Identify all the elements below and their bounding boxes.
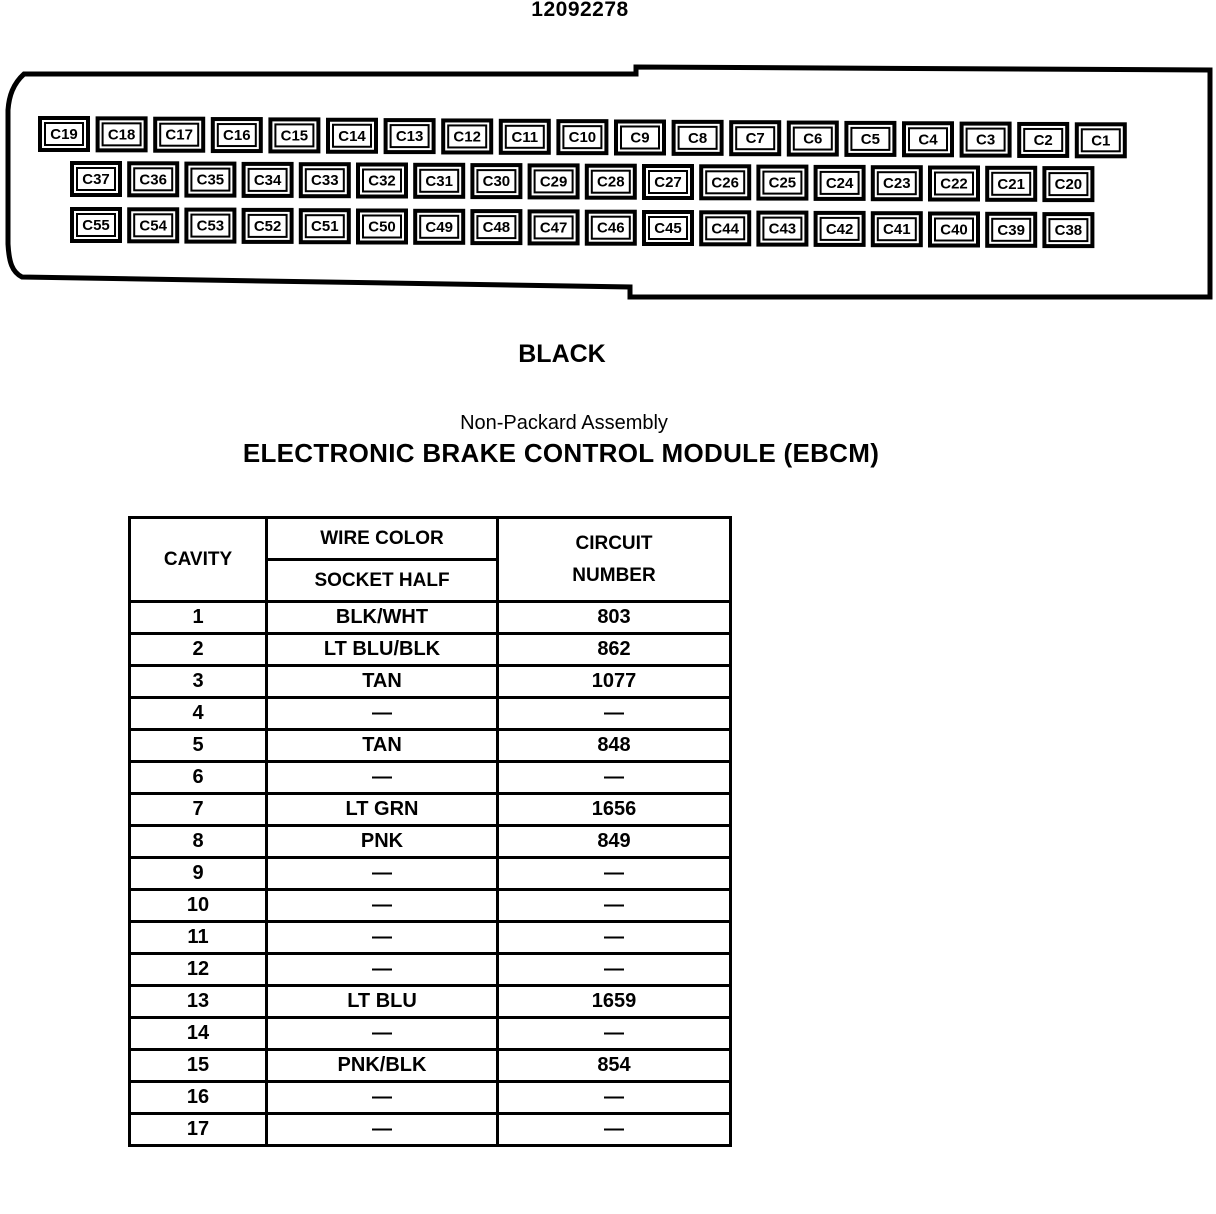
cavity-cell: 7 [130,794,267,826]
cavity-c11 [501,121,549,153]
cavity-cell: 12 [130,954,267,986]
cavity-c22 [930,168,978,200]
cavity-c30 [472,165,520,197]
cavity-cell: 9 [130,858,267,890]
cavity-label: C17 [165,126,193,144]
cavity-c35 [186,164,234,196]
cavity-c10 [558,121,606,153]
cavity-cell: 6 [130,762,267,794]
wire-color-cell: — [267,1082,498,1114]
circuit-number-cell: 862 [498,634,731,666]
table-row [130,1114,731,1146]
cavity-c41 [873,213,921,245]
cavity-label: C23 [883,175,911,193]
cavity-c39 [987,214,1035,246]
cavity-label: C20 [1054,176,1083,194]
cavity-cell: 2 [130,634,267,666]
cavity-c13 [386,120,434,152]
cavity-label: C48 [482,219,511,237]
table-row [130,602,731,634]
cavity-cell: 17 [130,1114,267,1146]
table-row [130,698,731,730]
circuit-number-cell: — [498,890,731,922]
cavity-label: C1 [1091,132,1111,150]
connector-face-diagram [0,0,1216,310]
wire-color-cell: TAN [267,730,498,762]
cavity-c34 [244,164,292,196]
cavity-label: C10 [568,129,597,147]
circuit-number-cell: — [498,1114,731,1146]
wire-color-cell: — [267,954,498,986]
cavity-c52 [244,210,292,242]
cavity-c20 [1044,168,1092,200]
table-row [130,730,731,762]
cavity-label: C21 [997,175,1025,193]
assembly-title: ELECTRONIC BRAKE CONTROL MODULE (EBCM) [242,438,880,468]
circuit-number-cell: — [498,1082,731,1114]
cavity-label: C2 [1033,131,1053,149]
cavity-c51 [301,210,349,242]
cavity-c31 [415,165,463,197]
cavity-c15 [270,119,318,151]
cavity-label: C43 [768,220,797,238]
circuit-number-cell: 849 [498,826,731,858]
cavity-cell: 10 [130,890,267,922]
pinout-rows [130,602,731,1146]
wire-color-cell: PNK [267,826,498,858]
cavity-c12 [443,120,491,152]
table-row [130,1018,731,1050]
wire-color-cell: — [267,698,498,730]
cavity-c17 [155,119,203,151]
part-number: 12092278 [531,0,629,21]
cavity-c21 [987,168,1035,200]
cavity-label: C30 [482,173,511,191]
cavity-label: C53 [196,217,225,235]
wire-color-cell: PNK/BLK [267,1050,498,1082]
cavity-cell: 15 [130,1050,267,1082]
cavity-c38 [1044,214,1092,246]
cavity-c26 [701,166,749,198]
circuit-header-line2: NUMBER [572,564,656,586]
cavity-label: C36 [139,171,167,189]
cavity-label: C25 [768,174,797,192]
cavity-label: C33 [311,172,339,190]
cavity-c49 [415,211,463,243]
wire-color-cell: — [267,858,498,890]
wire-color-cell: TAN [267,666,498,698]
table-row [130,922,731,954]
cavity-c37 [72,163,120,195]
cavity-c28 [587,166,635,198]
connector-cavities [40,118,1125,246]
table-row [130,794,731,826]
cavity-label: C38 [1054,222,1083,240]
wire-color-header: WIRE COLOR [267,518,498,560]
table-row [130,762,731,794]
circuit-number-cell: — [498,954,731,986]
cavity-cell: 5 [130,730,267,762]
cavity-label: C29 [539,173,568,191]
cavity-label: C3 [976,131,996,149]
cavity-label: C8 [688,129,708,147]
cavity-c18 [98,118,146,150]
cavity-label: C47 [539,219,568,237]
circuit-number-cell: 1656 [498,794,731,826]
cavity-label: C35 [196,171,225,189]
socket-half-header: SOCKET HALF [267,560,498,602]
cavity-c1 [1077,124,1125,156]
cavity-label: C34 [253,171,282,189]
wire-color-cell: LT GRN [267,794,498,826]
cavity-label: C55 [82,217,110,234]
cavity-c7 [731,122,779,154]
circuit-number-cell: — [498,762,731,794]
cavity-label: C27 [654,174,682,191]
circuit-number-cell: 854 [498,1050,731,1082]
cavity-label: C40 [940,221,968,239]
cavity-cell: 16 [130,1082,267,1114]
circuit-header-line1: CIRCUIT [575,532,653,554]
cavity-cell: 13 [130,986,267,1018]
cavity-label: C9 [630,129,650,147]
cavity-c16 [213,119,261,151]
cavity-label: C22 [940,175,968,193]
cavity-label: C31 [425,172,453,190]
cavity-c53 [186,210,234,242]
circuit-number-cell: — [498,922,731,954]
cavity-label: C28 [597,173,625,191]
cavity-c40 [930,214,978,246]
circuit-number-cell: 1659 [498,986,731,1018]
table-row [130,666,731,698]
cavity-label: C16 [223,127,251,145]
cavity-label: C11 [511,128,539,146]
cavity-label: C54 [139,217,167,235]
cavity-c48 [472,211,520,243]
cavity-c44 [701,212,749,244]
cavity-label: C41 [883,221,911,239]
pinout-table [128,516,732,1147]
cavity-label: C6 [803,130,823,148]
circuit-number-cell: 803 [498,602,731,634]
cavity-c46 [587,212,635,244]
cavity-cell: 11 [130,922,267,954]
circuit-number-cell: 1077 [498,666,731,698]
cavity-label: C37 [82,171,110,188]
connector-color-label: BLACK [518,340,606,368]
cavity-c43 [758,213,806,245]
cavity-label: C51 [311,218,339,236]
cavity-label: C50 [368,218,396,236]
cavity-cell: 1 [130,602,267,634]
table-row [130,826,731,858]
cavity-label: C26 [711,174,739,192]
circuit-number-cell: — [498,1018,731,1050]
wire-color-cell: LT BLU [267,986,498,1018]
cavity-label: C13 [395,128,424,146]
cavity-c36 [129,163,177,195]
circuit-number-header [498,518,731,602]
cavity-c45 [644,212,692,244]
cavity-label: C7 [745,130,765,148]
cavity-label: C39 [997,221,1025,239]
cavity-c27 [644,166,692,198]
table-row [130,954,731,986]
wire-color-cell: — [267,890,498,922]
cavity-cell: 4 [130,698,267,730]
table-row [130,634,731,666]
cavity-label: C12 [453,128,481,146]
assembly-subtitle: Non-Packard Assembly [460,412,668,434]
cavity-label: C24 [825,174,854,192]
cavity-label: C19 [50,126,78,143]
cavity-label: C18 [107,126,136,144]
wire-color-cell: — [267,922,498,954]
cavity-label: C49 [425,218,453,236]
cavity-label: C32 [368,172,396,190]
circuit-number-cell: — [498,698,731,730]
cavity-c4 [904,123,952,155]
cavity-label: C14 [338,127,366,145]
cavity-c8 [674,122,722,154]
wire-color-cell: — [267,762,498,794]
cavity-c50 [358,211,406,243]
cavity-cell: 3 [130,666,267,698]
cavity-c29 [530,165,578,197]
cavity-c25 [758,167,806,199]
cavity-label: C15 [280,127,309,145]
cavity-label: C52 [253,217,282,235]
cavity-label: C4 [918,131,938,149]
cavity-c3 [962,124,1010,156]
cavity-label: C42 [825,220,854,238]
table-row [130,1050,731,1082]
wire-color-cell: — [267,1114,498,1146]
circuit-number-cell: — [498,858,731,890]
wire-color-cell: — [267,1018,498,1050]
table-row [130,890,731,922]
cavity-header: CAVITY [130,518,267,602]
circuit-number-cell: 848 [498,730,731,762]
cavity-c42 [816,213,864,245]
cavity-label: C44 [711,220,739,238]
cavity-label: C5 [860,130,880,148]
cavity-cell: 14 [130,1018,267,1050]
cavity-c24 [816,167,864,199]
cavity-c9 [616,122,664,154]
cavity-c2 [1019,124,1067,156]
cavity-c32 [358,165,406,197]
cavity-c55 [72,209,120,241]
table-row [130,1082,731,1114]
cavity-c19 [40,118,88,150]
wire-color-cell: BLK/WHT [267,602,498,634]
cavity-c47 [530,211,578,243]
cavity-c54 [129,209,177,241]
cavity-c14 [328,120,376,152]
cavity-label: C45 [654,220,682,237]
cavity-c33 [301,164,349,196]
cavity-c23 [873,167,921,199]
table-row [130,986,731,1018]
table-row [130,858,731,890]
cavity-c6 [789,123,837,155]
cavity-cell: 8 [130,826,267,858]
cavity-label: C46 [597,219,625,237]
wire-color-cell: LT BLU/BLK [267,634,498,666]
cavity-c5 [846,123,894,155]
